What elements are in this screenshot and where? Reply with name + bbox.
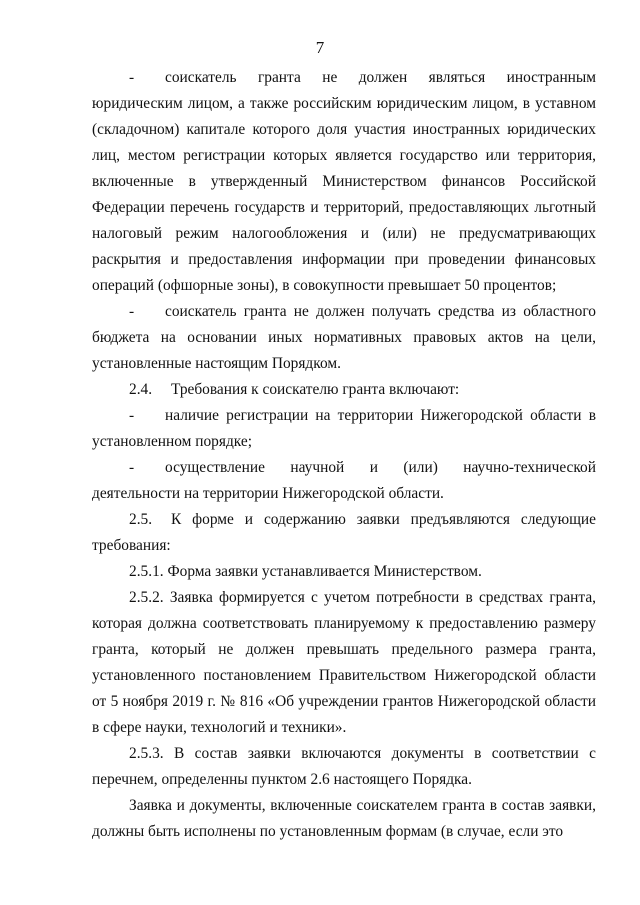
bullet-marker: - bbox=[129, 459, 135, 476]
bullet-paragraph bbox=[92, 299, 596, 377]
paragraph-text: соискатель гранта не должен получать средства из областного бюджета на основании иных нормативных правовых актов на цели, установленные настоящим Порядком. bbox=[92, 303, 596, 372]
bullet-marker: - bbox=[129, 407, 135, 424]
bullet-marker: - bbox=[129, 69, 135, 86]
paragraph-text: соискатель гранта не должен являться иностранным юридическим лицом, а также российским юридическим лицом, в уставном (складочном) капитале которого доля участия иностранных юридических лиц, местом регистрации которых является государство или территория, включенные в утвержденный Министерством финансов Российской Федерации перечень государств и территорий, предоставляющих льготный налоговый режим налогообложения и (или) не предусматривающих раскрытия и предоставления информации при проведении финансовых операций (офшорные зоны), в совокупности превышает 50 процентов; bbox=[92, 69, 596, 294]
paragraph: 2.5.1. Форма заявки устанавливается Министерством. bbox=[129, 563, 482, 580]
paragraph: 2.5.2. Заявка формируется с учетом потребности в средствах гранта, которая должна соответствовать планируемому к предоставлению размеру гранта, который не должен превышать предельного размера гранта, установленного постановлением Правительством Нижегородской области от 5 ноября 2019 г. № 816 «Об учреждении грантов Нижегородской области в сфере науки, технологий и техники». bbox=[92, 589, 596, 736]
document-body bbox=[92, 65, 596, 845]
bullet-paragraph bbox=[92, 403, 596, 455]
paragraph-text: осуществление научной и (или) научно-технической деятельности на территории Нижегородской области. bbox=[92, 459, 596, 502]
paragraph-text: Требования к соискателю гранта включают: bbox=[171, 381, 460, 398]
paragraph-text: К форме и содержанию заявки предъявляются следующие требования: bbox=[92, 511, 596, 554]
paragraph-text: наличие регистрации на территории Нижегородской области в установленном порядке; bbox=[92, 407, 596, 450]
paragraph: Заявка и документы, включенные соискателем гранта в состав заявки, должны быть исполнены по установленным формам (в случае, если это bbox=[92, 797, 596, 840]
paragraph: 2.5.3. В состав заявки включаются документы в соответствии с перечнем, определенны пунктом 2.6 настоящего Порядка. bbox=[92, 745, 596, 788]
numbered-paragraph bbox=[92, 377, 596, 403]
numbered-paragraph bbox=[92, 507, 596, 559]
bullet-paragraph bbox=[92, 65, 596, 299]
section-number: 2.4. bbox=[129, 381, 153, 398]
section-number: 2.5. bbox=[129, 511, 153, 528]
page-number: 7 bbox=[315, 38, 325, 57]
bullet-marker: - bbox=[129, 303, 135, 320]
bullet-paragraph bbox=[92, 455, 596, 507]
